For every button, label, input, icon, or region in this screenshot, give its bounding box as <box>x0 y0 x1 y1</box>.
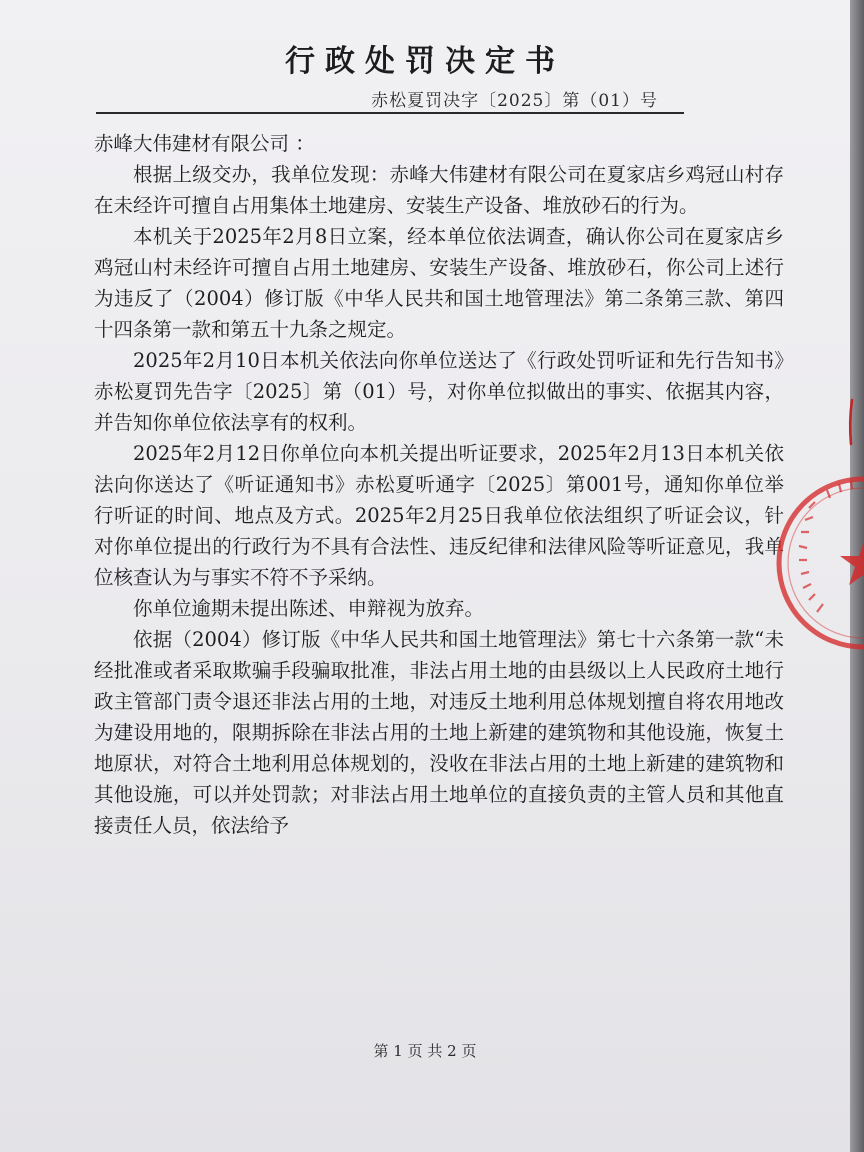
seal-star-icon <box>840 538 864 585</box>
paragraph-discovery: 根据上级交办，我单位发现：赤峰大伟建材有限公司在夏家店乡鸡冠山村存在未经许可擅自占用集体土地建房、安装生产设备、堆放砂石的行为。 <box>94 163 784 217</box>
paragraph-waiver: 你单位逾期未提出陈述、申辩视为放弃。 <box>133 597 485 620</box>
page-footer: 第 1 页 共 2 页 <box>373 1042 477 1060</box>
addressee: 赤峰大伟建材有限公司 ： <box>94 132 315 155</box>
pen-mark <box>846 398 856 446</box>
document-title: 行政处罚决定书 <box>285 44 565 79</box>
pen-stroke <box>850 400 852 444</box>
paragraph-notice: 2025年2月10日本机关依法向你单位送达了《行政处罚听证和先行告知书》赤松夏罚先告字〔2025〕第（01）号，对你单位拟做出的事实、依据其内容，并告知你单位依法享有的权利。 <box>94 349 784 434</box>
header-rule <box>96 112 684 114</box>
paragraph-hearing: 2025年2月12日你单位向本机关提出听证要求，2025年2月13日本机关依法向你送达了《听证通知书》赤松夏听通字〔2025〕第001号，通知你单位举行听证的时间、地点及方式。2025年2月25日我单位依法组织了听证会议，针对你单位提出的行政行为不具有合法性、违反纪律和法律风险等听证意见，我单位核查认为与事实不符不予采纳。 <box>94 442 784 589</box>
paragraph-legal-basis: 依据（2004）修订版《中华人民共和国土地管理法》第七十六条第一款“未经批准或者采取欺骗手段骗取批准，非法占用土地的由县级以上人民政府土地行政主管部门责令退还非法占用的土地，对违反土地利用总体规划擅自将农用地改为建设用地的，限期拆除在非法占用的土地上新建的建筑物和其他设施，恢复土地原状，对符合土地利用总体规划的，没收在非法占用的土地上新建的建筑物和其他设施，可以并处罚款；对非法占用土地单位的直接负责的主管人员和其他直接责任人员，依法给予 <box>94 628 784 837</box>
paragraph-investigation: 本机关于2025年2月8日立案，经本单位依法调查，确认你公司在夏家店乡鸡冠山村未经许可擅自占用土地建房、安装生产设备、堆放砂石，你公司上述行为违反了（2004）修订版《中华人民共和国土地管理法》第二条第三款、第四十四条第一款和第五十九条之规定。 <box>94 225 784 341</box>
official-seal <box>765 468 864 658</box>
document-body <box>94 128 784 841</box>
document-number: 赤松夏罚决字〔2025〕第（01）号 <box>371 91 658 111</box>
